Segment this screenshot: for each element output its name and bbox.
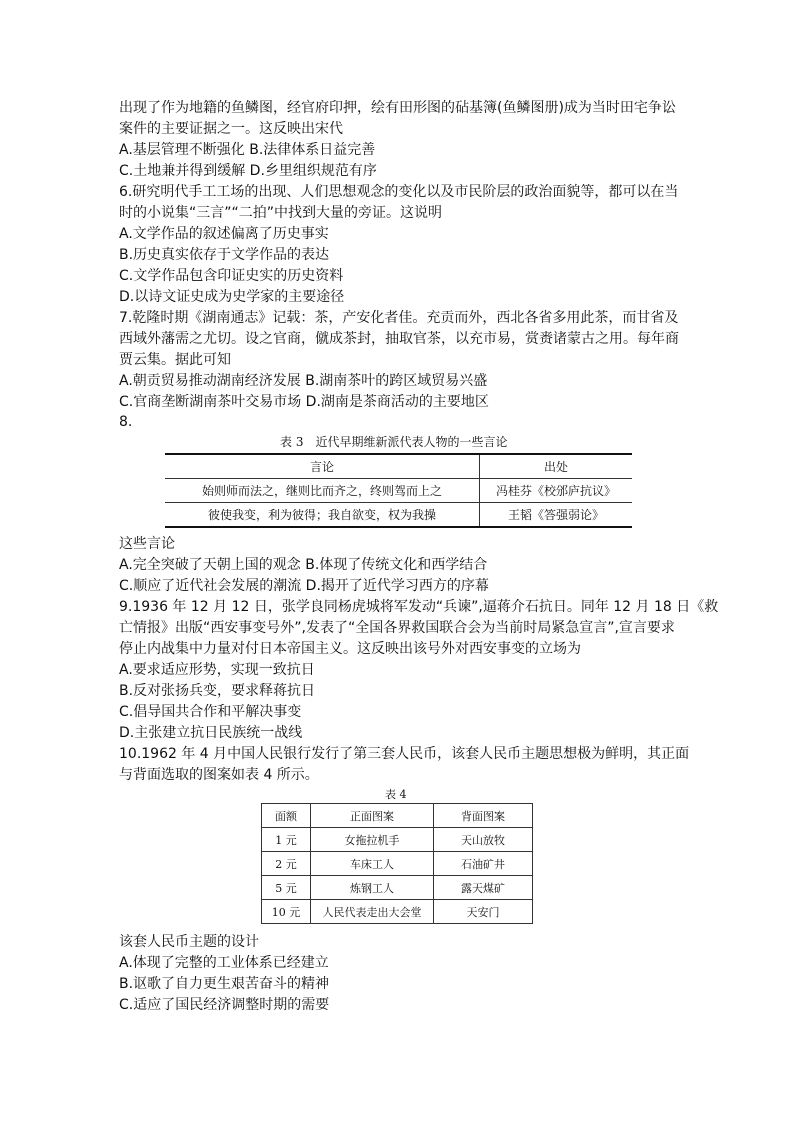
- option-b: B.讴歌了自力更生艰苦奋斗的精神: [119, 976, 330, 992]
- text-line: 贾云集。据此可知: [119, 352, 231, 368]
- option-line: A.朝贡贸易推动湖南经济发展 B.湖南茶叶的跨区域贸易兴盛: [119, 373, 488, 389]
- table-header: 背面图案: [434, 804, 533, 828]
- table-header-row: [165, 454, 632, 479]
- table-header-row: [262, 804, 533, 828]
- table-cell: 5 元: [262, 876, 311, 900]
- text-line: 时的小说集“三言”“二拍”中找到大量的旁证。这说明: [119, 205, 443, 221]
- option-a: A.文学作品的叙述偏离了历史事实: [119, 226, 329, 242]
- table-cell: 1 元: [262, 828, 311, 852]
- table-cell: 车床工人: [311, 852, 434, 876]
- question-8-number: 8.: [119, 414, 133, 430]
- option-line: C.土地兼并得到缓解 D.乡里组织规范有序: [119, 163, 377, 179]
- table-header: 出处: [480, 454, 633, 479]
- text-line: 停止内战集中力量对付日本帝国主义。这反映出该号外对西安事变的立场为: [119, 641, 581, 657]
- option-c: C.适应了国民经济调整时期的需要: [119, 997, 330, 1013]
- text-line: 出现了作为地籍的鱼鳞图，经官府印押，绘有田形图的砧基簿(鱼鳞图册)成为当时田宅争讼: [119, 100, 676, 116]
- option-line: C.顺应了近代社会发展的潮流 D.揭开了近代学习西方的序幕: [119, 578, 489, 594]
- option-a: A.要求适应形势，实现一致抗日: [119, 662, 315, 678]
- option-line: A.基层管理不断强化 B.法律体系日益完善: [119, 142, 376, 158]
- option-b: B.历史真实依存于文学作品的表达: [119, 247, 330, 263]
- text-line: 亡情报》出版“西安事变号外”,发表了“全国各界救国联合会为当前时局紧急宣言”,宣言要求: [119, 620, 675, 636]
- table-row: [262, 900, 533, 924]
- option-d: D.主张建立抗日民族统一战线: [119, 725, 303, 741]
- table-cell: 女拖拉机手: [311, 828, 434, 852]
- text-line: 案件的主要证据之一。这反映出宋代: [119, 121, 343, 137]
- option-c: C.倡导国共合作和平解决事变: [119, 704, 302, 720]
- table4: [261, 803, 533, 924]
- table-cell: 冯桂芬《校邠庐抗议》: [480, 479, 633, 503]
- table-row: [165, 479, 632, 503]
- table-cell: 天山放牧: [434, 828, 533, 852]
- table3: [165, 453, 632, 528]
- text-line: 西域外藩需之尤切。设之官商，僦成茶封，抽取官茶，以充市易，赏赉诸蒙古之用。每年商: [119, 331, 679, 347]
- question-9: 9.1936 年 12 月 12 日，张学良同杨虎城将军发动“兵谏”,逼蒋介石抗日。同年 12 月 18 日《救: [119, 599, 719, 615]
- table-cell: 天安门: [434, 900, 533, 924]
- question-6: 6.研究明代手工工场的出现、人们思想观念的变化以及市民阶层的政治面貌等，都可以在当: [119, 184, 679, 200]
- table-cell: 露天煤矿: [434, 876, 533, 900]
- table-cell: 王韬《答强弱论》: [480, 503, 633, 528]
- option-b: B.反对张扬兵变，要求释蒋抗日: [119, 683, 316, 699]
- option-c: C.文学作品包含印证史实的历史资料: [119, 268, 344, 284]
- text-line: 该套人民币主题的设计: [119, 934, 259, 950]
- table3-caption: 表 3 近代早期维新派代表人物的一些言论: [280, 435, 508, 449]
- table-header: 正面图案: [311, 804, 434, 828]
- table-header: 面额: [262, 804, 311, 828]
- table-row: [165, 503, 632, 528]
- table-cell: 10 元: [262, 900, 311, 924]
- table4-caption: 表 4: [385, 788, 407, 801]
- question-7: 7.乾隆时期《湖南通志》记载：茶，产安化者佳。充贡而外，西北各省多用此茶，而甘省及: [119, 310, 679, 326]
- table-cell: 始则师而法之，继则比而齐之，终则驾而上之: [165, 479, 480, 503]
- option-line: C.官商垄断湖南茶叶交易市场 D.湖南是茶商活动的主要地区: [119, 394, 489, 410]
- table-row: [262, 828, 533, 852]
- table-cell: 人民代表走出大会堂: [311, 900, 434, 924]
- question-10: 10.1962 年 4 月中国人民银行发行了第三套人民币，该套人民币主题思想极为鲜明，其正面: [119, 746, 690, 762]
- table-cell: 炼钢工人: [311, 876, 434, 900]
- option-d: D.以诗文证史成为史学家的主要途径: [119, 289, 345, 305]
- option-a: A.体现了完整的工业体系已经建立: [119, 955, 329, 971]
- table-cell: 2 元: [262, 852, 311, 876]
- text-line: 这些言论: [119, 536, 175, 552]
- table-cell: 彼使我变，利为彼得；我自欲变，权为我操: [165, 503, 480, 528]
- table-cell: 石油矿井: [434, 852, 533, 876]
- text-line: 与背面选取的图案如表 4 所示。: [119, 767, 319, 783]
- table-row: [262, 876, 533, 900]
- table-header: 言论: [165, 454, 480, 479]
- table-row: [262, 852, 533, 876]
- option-line: A.完全突破了天朝上国的观念 B.体现了传统文化和西学结合: [119, 557, 488, 573]
